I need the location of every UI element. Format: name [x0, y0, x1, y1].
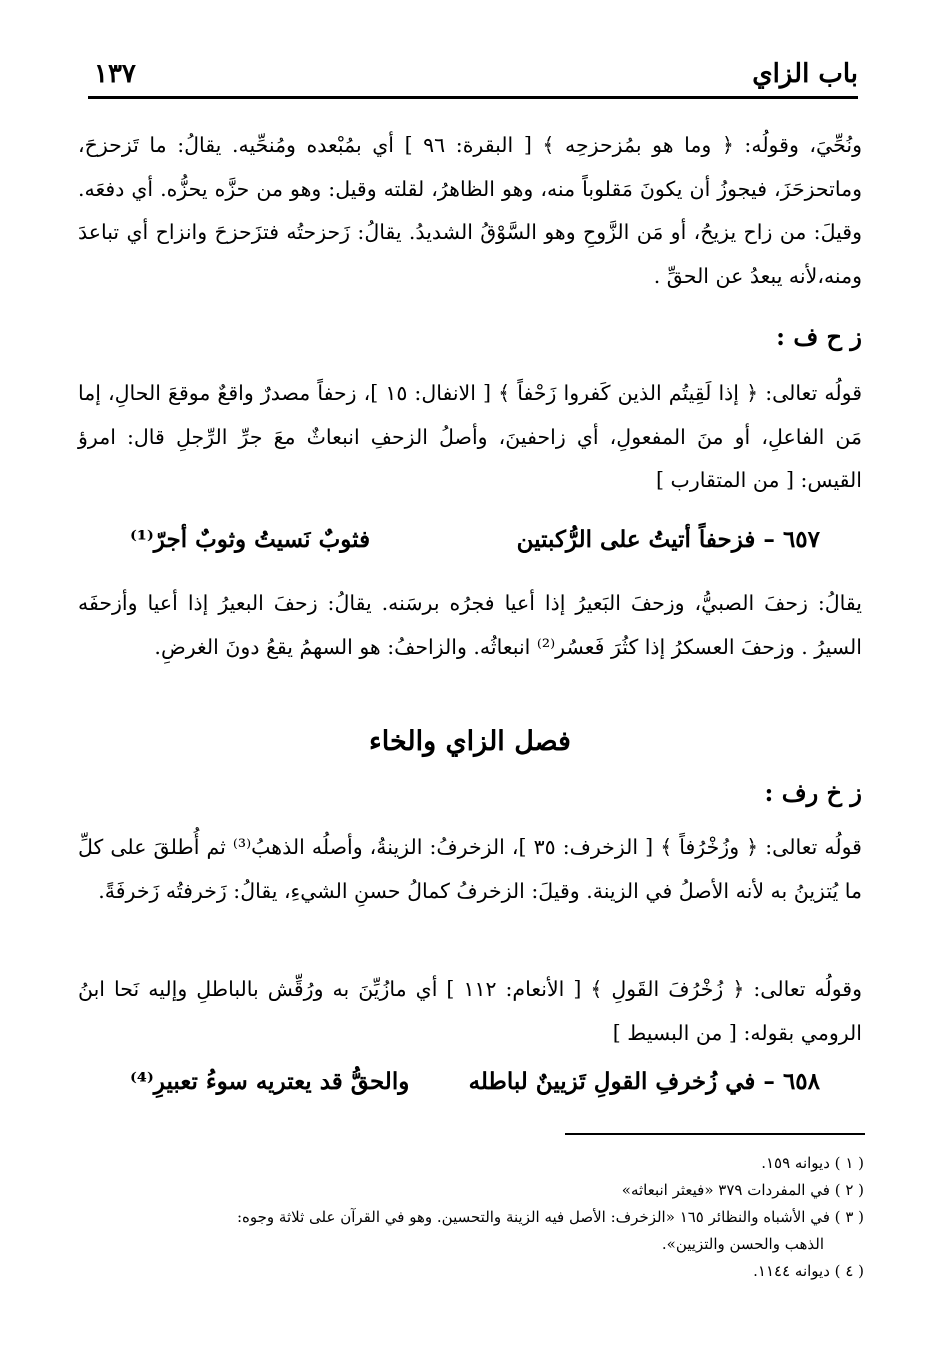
footnote-3: ( ٣ ) في الأشباه والنظائر ١٦٥ «الزخرف: الأصل فيه الزينة والتحسين. وهو في القرآن على ثلاثة وجوه: [236, 1208, 864, 1226]
paragraph-zukhruf-qawl: وقولُه تعالى: ﴿ زُخْرُفَ القَولِ ﴾ [ الأنعام: ١١٢ ] أي مازُيِّنَ به ورُقِّش بالباطلِ وإليه نَحا ابنُ الرومي بقوله: [ من البسيط ] [78, 977, 862, 1045]
paragraph-zahzaha: ونُحِّيَ، وقولُه: ﴿ وما هو بمُزحزحِه ﴾ [ البقرة: ٩٦ ] أي بمُبْعده ومُنحِّيه. يقالُ: ما تَزحزحَ، وماتحزحَزَ، فيجوزُ أن يكونَ مَقلوباً منه، وهو الظاهرُ، لقلته وقيل: وهو من حزَّه يحزُّه. أي دفعَه. وقيلَ: من زاح يزيحُ، أو مَن الزَّوحِ وهو السَّوْقُ الشديدُ. يقالُ: زَحزحتُه فتزَحزحَ وانزاح أي تباعدَ ومنه،لأنه يبعدُ عن الحقِّ . [78, 133, 862, 288]
paragraph-zahf-quran: قولُه تعالى: ﴿ إذا لَقِيتُم الذين كَفروا زَحْفاً ﴾ [ الانفال: ١٥ ]، زحفاً مصدرٌ واقعٌ موقعَ الحالِ، إما مَن الفاعلِ، أو منَ المفعولِ، أي زاحفينَ، وأصلُ الزحفِ انبعاثٌ معَ جرِّ الرِّجلِ قال: امرؤ القيس: [ من المتقارب ] [78, 381, 862, 492]
poetry-verse-657 [130, 526, 820, 570]
poetry-verse-658 [130, 1068, 820, 1112]
verse-658-second-hemistich: والحقُّ قد يعتريه سوءُ تعبيرِ⁽⁴⁾ [130, 1068, 410, 1095]
header-rule [88, 96, 858, 99]
footnote-4: ( ٤ ) ديوانه ١١٤٤. [753, 1262, 864, 1280]
verse-657-second-hemistich: فثوبٌ نَسيتُ وثوبٌ أجرّ⁽¹⁾ [130, 526, 371, 553]
running-title: باب الزاي [752, 59, 858, 89]
page-header [88, 55, 858, 99]
page-number: ١٣٧ [94, 59, 136, 89]
footnote-2: ( ٢ ) في المفردات ٣٧٩ «فيعثر انبعاثه» [621, 1181, 864, 1199]
verse-658-first-hemistich: ٦٥٨ – في زُخرفِ القولِ تَزيينٌ لباطله [468, 1068, 820, 1095]
entry-heading-zakhrafa: ز خ رف : [764, 778, 862, 807]
footnote-1: ( ١ ) ديوانه ١٥٩. [761, 1154, 864, 1172]
verse-657-first-hemistich: ٦٥٧ – فزحفاً أتيتُ على الرُّكبتين [516, 526, 820, 553]
paragraph-zukhruf: قولُه تعالى: ﴿ وزُخْرُفاً ﴾ [ الزخرف: ٣٥ ]، الزخرفُ: الزينةُ، وأصلُه الذهبُ⁽³⁾ ثم أُطلقَ على كلِّ ما يُتزينُ به لأنه الأصلُ في الزينة. وقيلَ: الزخرفُ كمالُ حسنِ الشيءِ، يقالُ: زَخرفتُه زَخرفَةً. [78, 835, 862, 903]
section-title: فصل الزاي والخاء [369, 726, 571, 757]
entry-heading-zahf: ز ح ف : [776, 322, 862, 351]
paragraph-zahf-usage: يقالُ: زحفَ الصبيُّ، وزحفَ البَعيرُ إذا أعيا فجرُه برسَنه. يقالُ: زحفَ البعيرُ إذا أعيا وأزحفَه السيرُ . وزحفَ العسكرُ إذا كثُرَ فَعسُر⁽²⁾ انبعاثُه. والزاحفُ: هو السهمُ يقعُ دونَ الغرضِ. [78, 591, 862, 659]
footnote-rule [565, 1133, 865, 1135]
footnote-3-continuation: الذهب والحسن والتزيين». [661, 1235, 824, 1253]
footnotes [84, 1150, 864, 1285]
